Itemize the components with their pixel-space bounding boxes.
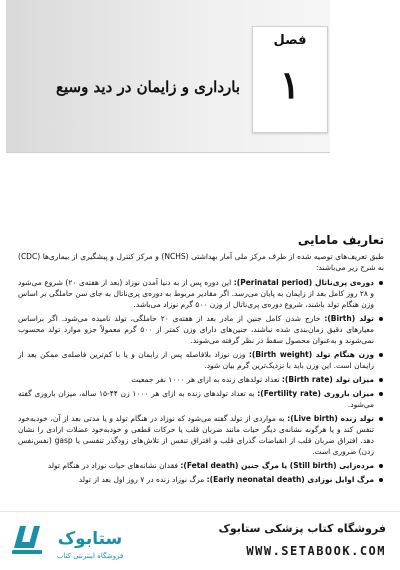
definition-term: وزن هنگام تولد (Birth weight): <box>248 350 374 359</box>
footer-store-name: فروشگاه کتاب پزشکی ستابوک <box>218 522 386 535</box>
chapter-number: ۱ <box>279 62 301 107</box>
list-item <box>18 374 384 385</box>
definition-term: تولد (Birth): <box>324 314 374 323</box>
definition-term: تولد زنده (Live birth): <box>287 414 375 423</box>
section-title: تعاریف مامایی <box>297 233 384 247</box>
definition-term: مرگ اوایل نوزادی (Early neonatal death): <box>206 475 374 484</box>
list-item <box>18 313 384 346</box>
definition-term: میزان تولد (Birth rate): <box>281 375 374 384</box>
list-item <box>18 474 384 485</box>
intro-paragraph: طبق تعریف‌های توصیه شده از طرف مرکز ملی آمار بهداشتی (NCHS) و مرکز کنترل و پیشگیری از بیماری‌ها (CDC) به شرح زیر می‌باشند: <box>18 252 384 272</box>
logo-mark-icon <box>12 526 42 554</box>
list-item <box>18 460 384 471</box>
definition-text: مرگ نوزاد زنده در ۷ روز اول بعد از تولد <box>78 475 205 484</box>
list-item <box>18 277 384 310</box>
footer-divider <box>0 511 400 512</box>
main-content <box>18 233 384 488</box>
setabook-logo[interactable] <box>8 518 136 564</box>
chapter-label: فصل <box>273 33 307 48</box>
footer-url[interactable]: WWW.SETABOOK.COM <box>246 544 386 558</box>
logo-subtext: فروشگاه اینترنتی کتاب <box>56 552 124 560</box>
definition-text: وزن نوزاد بلافاصله پس از زایمان و یا با کم‌ترین فاصله‌ی ممکن بعد از زایمان است. این وزن باید با نزدیک‌ترین گرم بیان شود. <box>18 350 374 370</box>
definition-text: تعداد تولدهای زنده به ازای هر ۱۰۰۰ نفر جمعیت <box>131 375 280 384</box>
definition-text: به تعداد تولدهای زنده به ازای هر ۱۰۰۰ زن ۴۴-۱۵ ساله، میزان باروری گفته می‌شود. <box>18 389 374 409</box>
list-item <box>18 388 384 410</box>
logo-text: ستابوک <box>57 529 123 549</box>
list-item <box>18 413 384 457</box>
list-item <box>18 349 384 371</box>
definitions-list <box>18 277 384 485</box>
definition-term: دوره‌ی پری‌ناتال (Perinatal period): <box>233 278 374 287</box>
definition-term: مرده‌زایی (Still birth) یا مرگ جنین (Fetal death): <box>180 461 374 470</box>
definition-text: خارج شدن کامل جنین از مادر بعد از هفته‌ی ۲۰ حاملگی، تولد نامیده می‌شود. اگر براساس معیارهای دقیق زمان‌بندی شده نباشند، جنین‌های دارای وزن کمتر از ۵۰۰ گرم معمولاً جزو موارد تولد محسوب نمی‌شوند و به‌عنوان محصول سقط در نظر گرفته می‌شوند. <box>18 314 374 345</box>
definition-text: به مواردی از تولد گفته می‌شود که نوزاد در هنگام تولد و یا مدتی بعد از آن، خودبه‌خود تنفس کند و یا هرگونه نشانه‌ی دیگر حیات مانند ضربان قلب یا حرکات قطعی و خودبه‌خود عضلات ارادی را نشان دهد. افتراق ضربان قلب از انقباضات گذرای قلب و افتراق تنفس از تلاش‌های زودگذر تنفسی یا gasp (نفس‌نفس زدن) ضروری است. <box>18 414 374 456</box>
chapter-title: بارداری و زایمان در دید وسیع <box>56 78 240 96</box>
definition-text: فقدان نشانه‌های حیات نوزاد در هنگام تولد <box>47 461 178 470</box>
definition-term: میزان باروری (Fertility rate): <box>257 389 374 398</box>
definition-text: این دوره پس از به دنیا آمدن نوزاد (بعد از هفته‌ی ۲۰) شروع می‌شود و ۲۸ روز کامل بعد از زایمان به پایان می‌رسد. اگر مقادیر مربوط به دوره‌ی پری‌ناتال به جای سن حاملگی بر اساس وزن هنگام تولد باشند، شروع دوره‌ی پری‌ناتال از وزن ۵۰۰ گرم نوزاد می‌باشد. <box>18 278 374 309</box>
chapter-number-box <box>252 26 328 133</box>
